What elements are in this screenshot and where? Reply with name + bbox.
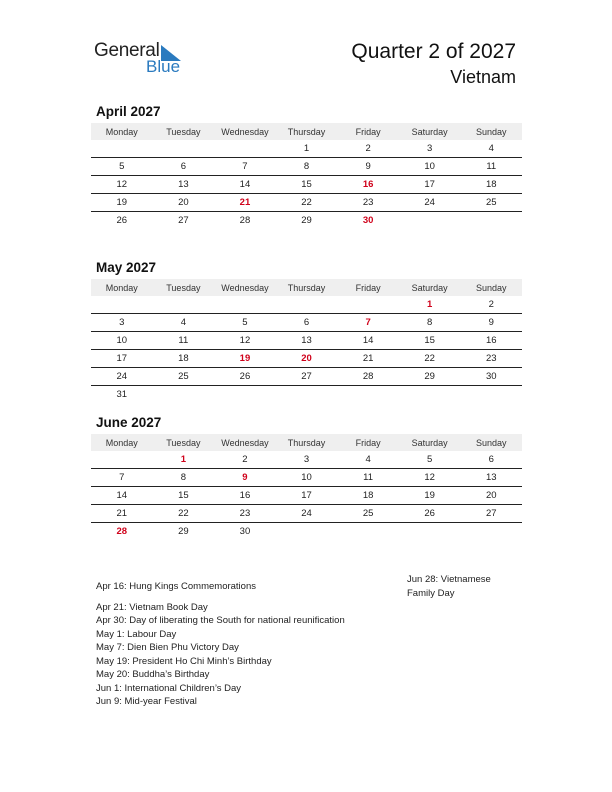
calendar-grid: [91, 279, 522, 403]
day-cell: 20: [301, 353, 312, 364]
day-cell: 24: [301, 508, 312, 519]
day-cell: 28: [116, 526, 128, 537]
holiday-note: Apr 21: Vietnam Book Day: [96, 601, 208, 613]
day-cell: 29: [301, 215, 312, 226]
day-cell: 25: [362, 508, 374, 519]
week-row: [91, 194, 522, 212]
weekday-label: Sunday: [475, 126, 507, 137]
weekday-label: Tuesday: [166, 282, 201, 293]
week-row: [91, 523, 522, 540]
day-cell: 12: [239, 335, 251, 346]
month-june: [91, 415, 522, 540]
day-cell: 17: [116, 353, 128, 364]
day-cell: 9: [488, 317, 494, 328]
weekday-label: Monday: [105, 282, 138, 293]
holiday-note-side: [407, 573, 517, 600]
day-cell: 5: [119, 161, 125, 172]
weekday-label: Saturday: [411, 437, 448, 448]
day-cell: 22: [424, 353, 435, 364]
day-cell: 14: [116, 490, 128, 501]
day-cell: 4: [180, 317, 187, 328]
weekday-header-row: [91, 123, 522, 140]
day-cell: 10: [116, 335, 128, 346]
weekday-label: Thursday: [287, 437, 326, 448]
day-cell: 15: [424, 335, 435, 346]
day-cell: 31: [116, 389, 128, 400]
day-cell: 3: [427, 143, 433, 154]
day-cell: 5: [242, 317, 248, 328]
day-cell: 11: [486, 161, 497, 172]
day-cell: 21: [116, 508, 128, 519]
day-cell: 24: [116, 371, 128, 382]
weekday-label: Sunday: [475, 282, 507, 293]
week-row: [91, 296, 522, 314]
month-may: [91, 260, 522, 403]
day-cell: 3: [119, 317, 125, 328]
month-title: April 2027: [96, 104, 161, 119]
weekday-label: Friday: [355, 437, 381, 448]
calendar-grid: [91, 123, 522, 229]
day-cell: 30: [485, 371, 497, 382]
week-row: [91, 451, 522, 469]
day-cell: 10: [424, 161, 435, 172]
holiday-note-line: Jun 28: Vietnamese: [407, 574, 491, 585]
week-row: [91, 368, 522, 386]
day-cell: 7: [365, 317, 371, 328]
day-cell: 4: [365, 454, 371, 465]
logo-blue-text: Blue: [146, 57, 181, 76]
day-cell: 6: [180, 161, 187, 172]
holiday-note: Apr 30: Day of liberating the South for national reunification: [96, 615, 345, 626]
weekday-label: Saturday: [411, 282, 448, 293]
weekday-label: Thursday: [287, 282, 326, 293]
month-april: [91, 104, 522, 229]
day-cell: 11: [363, 472, 374, 483]
day-cell: 12: [424, 472, 435, 483]
day-cell: 14: [239, 179, 251, 190]
page-title: Quarter 2 of 2027: [351, 40, 516, 63]
holiday-note-line: Family Day: [407, 587, 455, 599]
week-row: [91, 158, 522, 176]
day-cell: 27: [178, 215, 189, 226]
day-cell: 17: [424, 179, 435, 190]
day-cell: 16: [239, 490, 251, 501]
day-cell: 8: [303, 161, 310, 172]
weekday-label: Monday: [105, 437, 138, 448]
day-cell: 1: [427, 299, 433, 310]
day-cell: 19: [239, 353, 251, 364]
day-cell: 26: [239, 371, 251, 382]
day-cell: 22: [178, 508, 189, 519]
day-cell: 21: [239, 197, 251, 208]
day-cell: 23: [362, 197, 374, 208]
weekday-label: Thursday: [287, 126, 326, 137]
day-cell: 19: [116, 197, 128, 208]
day-cell: 1: [180, 454, 187, 465]
logo: [94, 40, 194, 80]
calendar-grid: [91, 434, 522, 540]
week-row: [91, 176, 522, 194]
weekday-label: Wednesday: [221, 282, 269, 293]
weekday-label: Tuesday: [166, 437, 201, 448]
day-cell: 26: [116, 215, 128, 226]
day-cell: 7: [119, 472, 125, 483]
holiday-note: May 7: Dien Bien Phu Victory Day: [96, 642, 239, 653]
day-cell: 13: [485, 472, 497, 483]
weekday-header-row: [91, 434, 522, 451]
day-cell: 3: [303, 454, 310, 465]
weekday-label: Tuesday: [166, 126, 201, 137]
holiday-note: Jun 1: International Children’s Day: [96, 682, 242, 694]
day-cell: 17: [301, 490, 312, 501]
week-row: [91, 314, 522, 332]
day-cell: 12: [116, 179, 128, 190]
day-cell: 23: [485, 353, 497, 364]
day-cell: 2: [365, 143, 371, 154]
weekday-label: Wednesday: [221, 126, 269, 137]
month-title: June 2027: [96, 415, 162, 430]
weekday-header-row: [91, 279, 522, 296]
day-cell: 26: [424, 508, 435, 519]
weekday-label: Wednesday: [221, 437, 269, 448]
day-cell: 29: [424, 371, 435, 382]
week-row: [91, 487, 522, 505]
day-cell: 27: [485, 508, 497, 519]
weekday-label: Friday: [355, 126, 381, 137]
week-row: [91, 350, 522, 368]
day-cell: 25: [485, 197, 497, 208]
day-cell: 2: [488, 299, 494, 310]
day-cell: 14: [362, 335, 374, 346]
day-cell: 9: [242, 472, 248, 483]
day-cell: 28: [362, 371, 374, 382]
day-cell: 16: [485, 335, 497, 346]
day-cell: 15: [301, 179, 312, 190]
weekday-label: Saturday: [411, 126, 448, 137]
day-cell: 18: [362, 490, 374, 501]
day-cell: 1: [303, 143, 310, 154]
holiday-notes: [96, 580, 345, 709]
day-cell: 25: [178, 371, 189, 382]
day-cell: 9: [365, 161, 371, 172]
day-cell: 11: [178, 335, 189, 346]
weekday-label: Sunday: [475, 437, 507, 448]
day-cell: 19: [424, 490, 435, 501]
day-cell: 20: [178, 197, 189, 208]
week-row: [91, 469, 522, 487]
weekday-label: Monday: [105, 126, 138, 137]
day-cell: 30: [362, 215, 374, 226]
day-cell: 22: [301, 197, 312, 208]
day-cell: 15: [178, 490, 189, 501]
day-cell: 27: [301, 371, 312, 382]
day-cell: 16: [362, 179, 374, 190]
day-cell: 13: [178, 179, 189, 190]
day-cell: 21: [362, 353, 374, 364]
week-row: [91, 505, 522, 523]
day-cell: 2: [242, 454, 248, 465]
holiday-note: Apr 16: Hung Kings Commemorations: [96, 581, 256, 592]
logo-general-text: General: [94, 40, 160, 61]
country-name: Vietnam: [450, 67, 516, 87]
week-row: [91, 140, 522, 158]
day-cell: 8: [427, 317, 433, 328]
weekday-label: Friday: [355, 282, 381, 293]
day-cell: 8: [180, 472, 187, 483]
day-cell: 6: [488, 454, 494, 465]
holiday-note: Jun 9: Mid-year Festival: [96, 696, 197, 707]
week-row: [91, 212, 522, 229]
day-cell: 23: [239, 508, 251, 519]
holiday-note: May 19: President Ho Chi Minh’s Birthday: [96, 655, 272, 667]
day-cell: 28: [239, 215, 251, 226]
day-cell: 4: [488, 143, 494, 154]
day-cell: 20: [485, 490, 497, 501]
month-title: May 2027: [96, 260, 157, 275]
day-cell: 24: [424, 197, 435, 208]
week-row: [91, 386, 522, 403]
day-cell: 18: [485, 179, 497, 190]
day-cell: 13: [301, 335, 312, 346]
day-cell: 29: [178, 526, 189, 537]
day-cell: 6: [303, 317, 310, 328]
day-cell: 30: [239, 526, 251, 537]
holiday-note: May 1: Labour Day: [96, 628, 177, 640]
holiday-note: May 20: Buddha’s Birthday: [96, 669, 210, 680]
day-cell: 10: [301, 472, 312, 483]
day-cell: 5: [427, 454, 433, 465]
day-cell: 7: [242, 161, 248, 172]
week-row: [91, 332, 522, 350]
day-cell: 18: [178, 353, 189, 364]
